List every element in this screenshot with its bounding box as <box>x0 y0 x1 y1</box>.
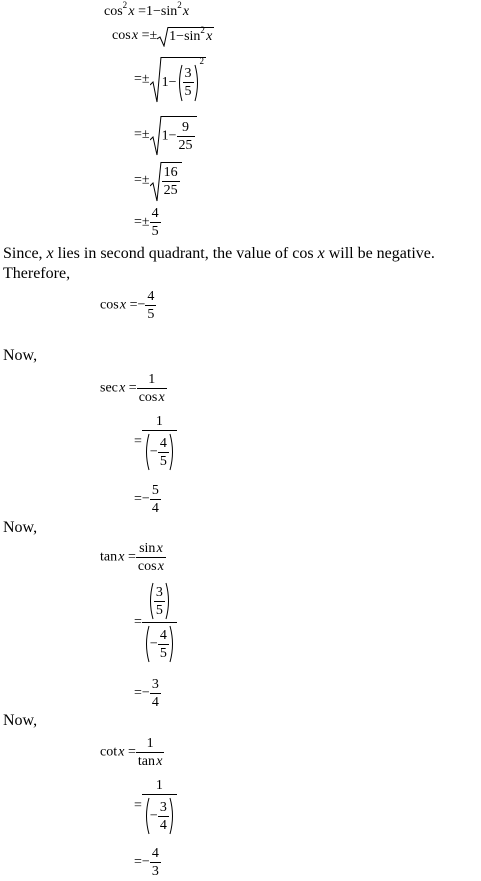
fraction: $\frac{3}{5}$ − $\frac{4}{5}$ <box>142 582 177 663</box>
fraction: $\frac{4}{5}$ <box>151 206 159 239</box>
fraction: 1 − $\frac{4}{5}$ <box>142 413 177 471</box>
fraction: $\frac{1}{\text{tan x}}$ <box>137 736 163 769</box>
now-label-2: Now, <box>3 519 38 536</box>
sqrt-symbol: $1-\sin^2$ x <box>157 27 214 45</box>
simplify-line: =± 1− $\frac{9}{25}$ <box>134 116 197 154</box>
therefore-label: Therefore, <box>3 265 71 282</box>
cos-magnitude-line: =± $\frac{4}{5}$ <box>134 206 159 239</box>
cot-definition-line: cot x = $\frac{1}{\text{tan x}}$ <box>100 736 163 769</box>
fraction: $\frac{3}{4}$ <box>151 677 159 710</box>
cot-substitution-line: = 1 − $\frac{3}{4}$ <box>134 777 177 835</box>
cot-result-line: =− $\frac{4}{3}$ <box>134 846 159 879</box>
fraction: $\frac{3}{5}$ <box>184 66 192 100</box>
sec-result-line: =− $\frac{5}{4}$ <box>134 483 159 516</box>
fraction: $\frac{1}{\text{cos x}}$ <box>138 372 165 405</box>
fraction: $\frac{9}{25}$ <box>178 120 193 153</box>
tan-definition-line: tan x = $\frac{\text{sin x}}{\text{cos x}}$ <box>100 541 164 574</box>
fraction: 1 − $\frac{3}{4}$ <box>142 777 177 835</box>
tan-substitution-line: = $\frac{3}{5}$ − $\frac{4}{5}$ <box>134 582 177 663</box>
now-label-3: Now, <box>3 712 38 729</box>
identity-line: $\cos^2$ $x =1-\sin^2$ x <box>104 0 190 19</box>
fraction: $\frac{4}{3}$ <box>151 846 159 879</box>
sqrt-symbol: 1− $\frac{3}{5}$ $^2$ <box>150 57 206 102</box>
fraction: $\frac{4}{5}$ <box>147 289 155 322</box>
fraction: $\frac{16}{25}$ <box>163 165 178 198</box>
sqrt-symbol: 1− $\frac{9}{25}$ <box>150 116 197 154</box>
fraction: $\frac{5}{4}$ <box>151 483 159 516</box>
substitution-line: =± 1− $\frac{3}{5}$ $^2$ <box>134 57 206 102</box>
sec-substitution-line: = 1 − $\frac{4}{5}$ <box>134 413 177 471</box>
sec-definition-line: sec x = $\frac{1}{\text{cos x}}$ <box>100 372 165 405</box>
quadrant-sentence: Since, x lies in second quadrant, the value of cos x will be negative. <box>3 245 435 262</box>
cos-sqrt-line: cos x =± $1-\sin^2$ x <box>112 25 213 44</box>
cos-result-line: cos x =− $\frac{4}{5}$ <box>100 289 155 322</box>
fraction: $\frac{\text{sin x}}{\text{cos x}}$ <box>137 541 164 574</box>
now-label-1: Now, <box>3 347 38 364</box>
sqrt-symbol <box>150 162 182 199</box>
tan-result-line: =− $\frac{3}{4}$ <box>134 677 159 710</box>
simplify-line-2: =± $\frac{16}{25}$ <box>134 162 182 199</box>
